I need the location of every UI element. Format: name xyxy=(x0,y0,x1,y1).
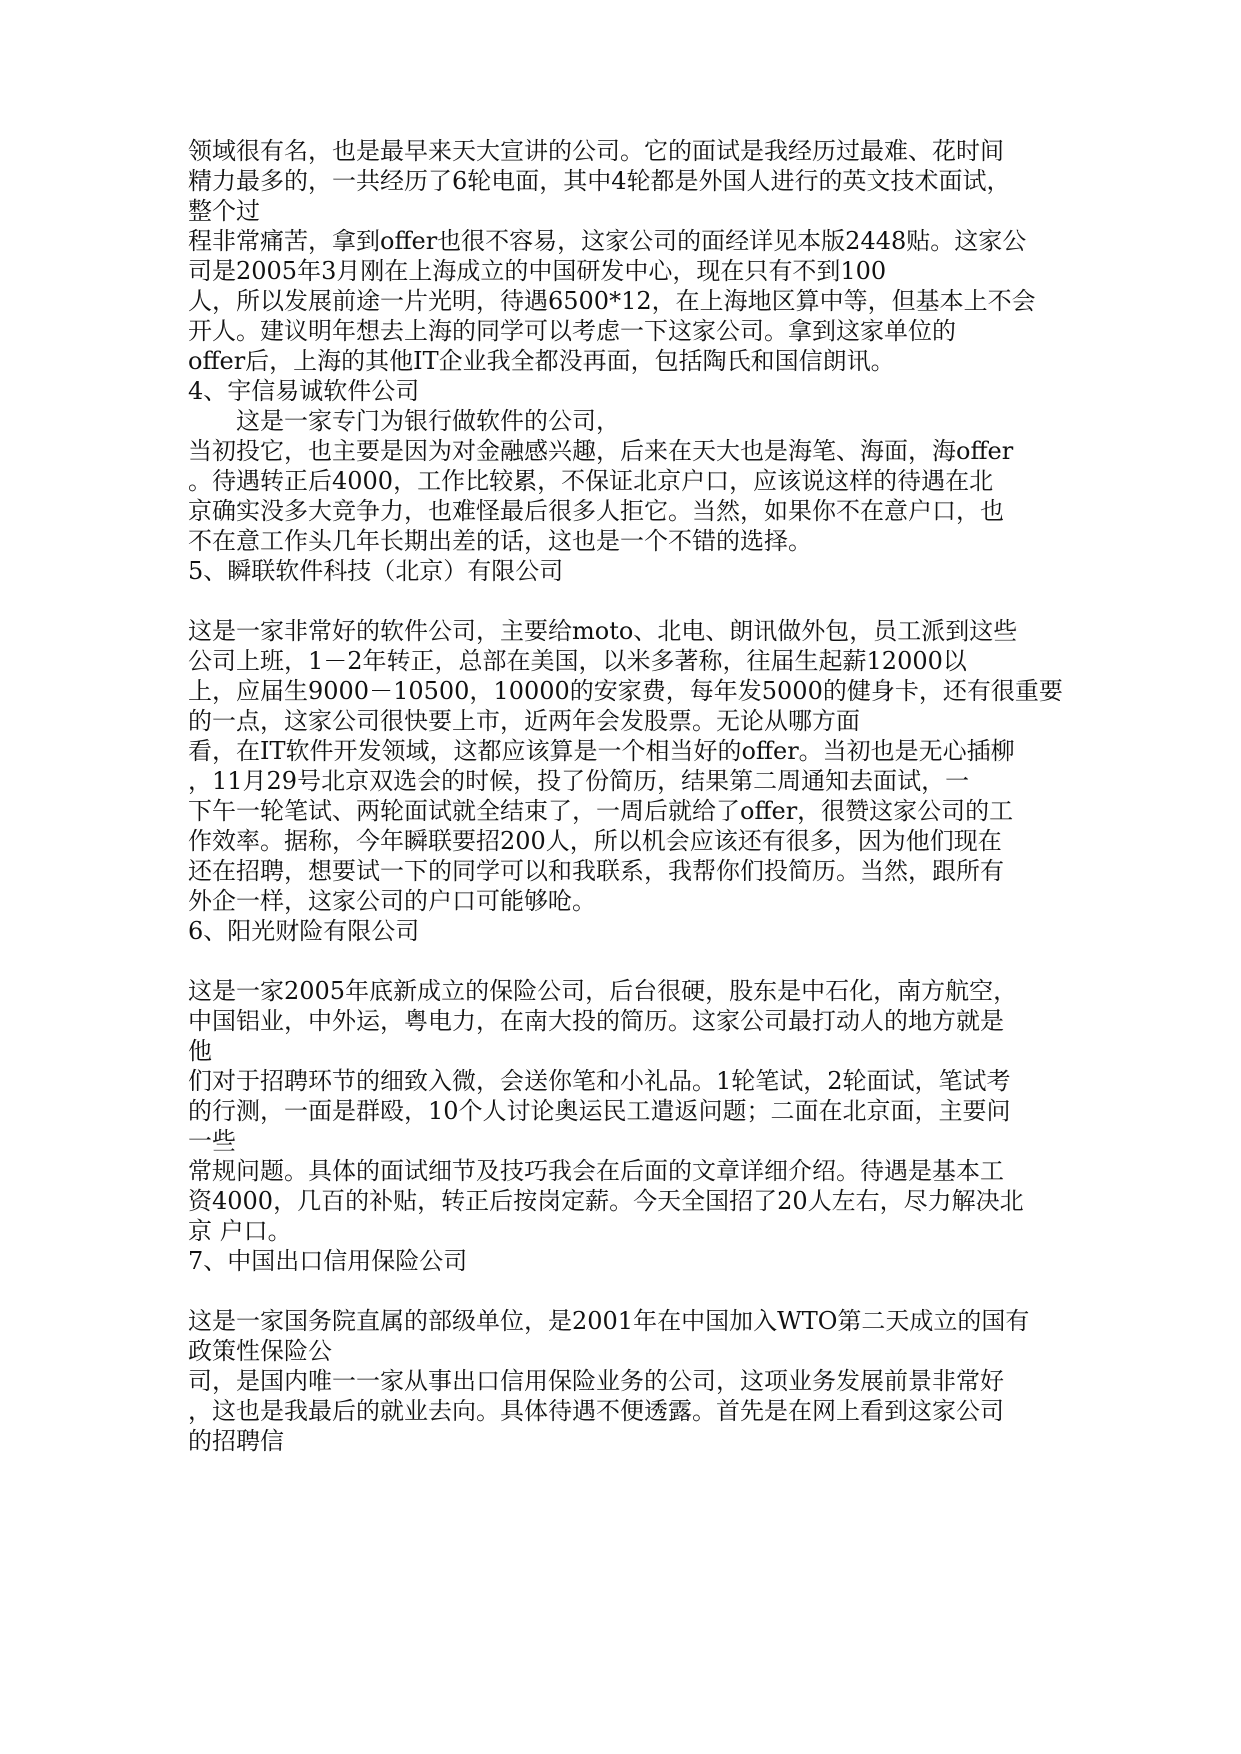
text-line: 人，所以发展前途一片光明，待遇6500*12，在上海地区算中等，但基本上不会 xyxy=(188,287,1036,315)
text-line: 的一点，这家公司很快要上市，近两年会发股票。无论从哪方面 xyxy=(188,707,860,735)
text-line: 京确实没多大竞争力，也难怪最后很多人拒它。当然，如果你不在意户口，也 xyxy=(188,497,1004,525)
text-line: 司，是国内唯一一家从事出口信用保险业务的公司，这项业务发展前景非常好 xyxy=(188,1367,1004,1395)
text-line: 外企一样，这家公司的户口可能够呛。 xyxy=(188,887,596,915)
text-line: offer后，上海的其他IT企业我全都没再面，包括陶氏和国信朗讯。 xyxy=(188,347,895,375)
text-line: 看，在IT软件开发领域，这都应该算是一个相当好的offer。当初也是无心插柳 xyxy=(188,737,1015,765)
text-line: 们对于招聘环节的细致入微，会送你笔和小礼品。1轮笔试，2轮面试，笔试考 xyxy=(188,1067,1011,1095)
text-line: 还在招聘，想要试一下的同学可以和我联系，我帮你们投简历。当然，跟所有 xyxy=(188,857,1004,885)
section-heading: 6、阳光财险有限公司 xyxy=(188,917,420,945)
text-line: 精力最多的，一共经历了6轮电面，其中4轮都是外国人进行的英文技术面试， xyxy=(188,167,1011,195)
text-line: 整个过 xyxy=(188,197,260,225)
text-line: 这是一家2005年底新成立的保险公司，后台很硬，股东是中石化，南方航空， xyxy=(188,977,1018,1005)
text-line: 不在意工作头几年长期出差的话，这也是一个不错的选择。 xyxy=(188,527,812,555)
text-line: 当初投它，也主要是因为对金融感兴趣，后来在天大也是海笔、海面，海offer xyxy=(188,437,1014,465)
text-line: 京 户口。 xyxy=(188,1217,292,1245)
text-line: 下午一轮笔试、两轮面试就全结束了，一周后就给了offer，很赞这家公司的工 xyxy=(188,797,1014,825)
text-line: 这是一家国务院直属的部级单位，是2001年在中国加入WTO第二天成立的国有 xyxy=(188,1307,1030,1335)
text-line: 常规问题。具体的面试细节及技巧我会在后面的文章详细介绍。待遇是基本工 xyxy=(188,1157,1004,1185)
section-heading: 4、宇信易诚软件公司 xyxy=(188,377,420,405)
text-line: 作效率。据称，今年瞬联要招200人，所以机会应该还有很多，因为他们现在 xyxy=(188,827,1002,855)
text-line: ，这也是我最后的就业去向。具体待遇不便透露。首先是在网上看到这家公司 xyxy=(188,1397,1004,1425)
text-line: 。待遇转正后4000，工作比较累，不保证北京户口，应该说这样的待遇在北 xyxy=(188,467,994,495)
text-line: 政策性保险公 xyxy=(188,1337,332,1365)
text-line: 程非常痛苦，拿到offer也很不容易，这家公司的面经详见本版2448贴。这家公 xyxy=(188,227,1027,255)
text-line: ，11月29号北京双选会的时候，投了份简历，结果第二周通知去面试，一 xyxy=(188,767,970,795)
text-line: 开人。建议明年想去上海的同学可以考虑一下这家公司。拿到这家单位的 xyxy=(188,317,956,345)
text-line: 这是一家非常好的软件公司，主要给moto、北电、朗讯做外包，员工派到这些 xyxy=(188,617,1018,645)
text-line: 中国铝业，中外运，粤电力，在南大投的简历。这家公司最打动人的地方就是 xyxy=(188,1007,1004,1035)
text-line: 的行测，一面是群殴，10个人讨论奥运民工遣返问题；二面在北京面，主要问 xyxy=(188,1097,1011,1125)
text-line: 的招聘信 xyxy=(188,1427,284,1455)
section-heading: 7、中国出口信用保险公司 xyxy=(188,1247,468,1275)
text-line: 资4000，几百的补贴，转正后按岗定薪。今天全国招了20人左右，尽力解决北 xyxy=(188,1187,1024,1215)
text-line: 领域很有名，也是最早来天大宣讲的公司。它的面试是我经历过最难、花时间 xyxy=(188,137,1004,165)
text-line: 公司上班，1－2年转正，总部在美国，以米多著称，往届生起薪12000以 xyxy=(188,647,967,675)
section-heading: 5、瞬联软件科技（北京）有限公司 xyxy=(188,557,564,585)
text-line: 一些 xyxy=(188,1127,236,1155)
text-line: 司是2005年3月刚在上海成立的中国研发中心，现在只有不到100 xyxy=(188,257,887,285)
text-line: 这是一家专门为银行做软件的公司， xyxy=(188,407,620,435)
text-line: 上，应届生9000－10500，10000的安家费，每年发5000的健身卡，还有很重要 xyxy=(188,677,1063,705)
text-line: 他 xyxy=(188,1037,212,1065)
